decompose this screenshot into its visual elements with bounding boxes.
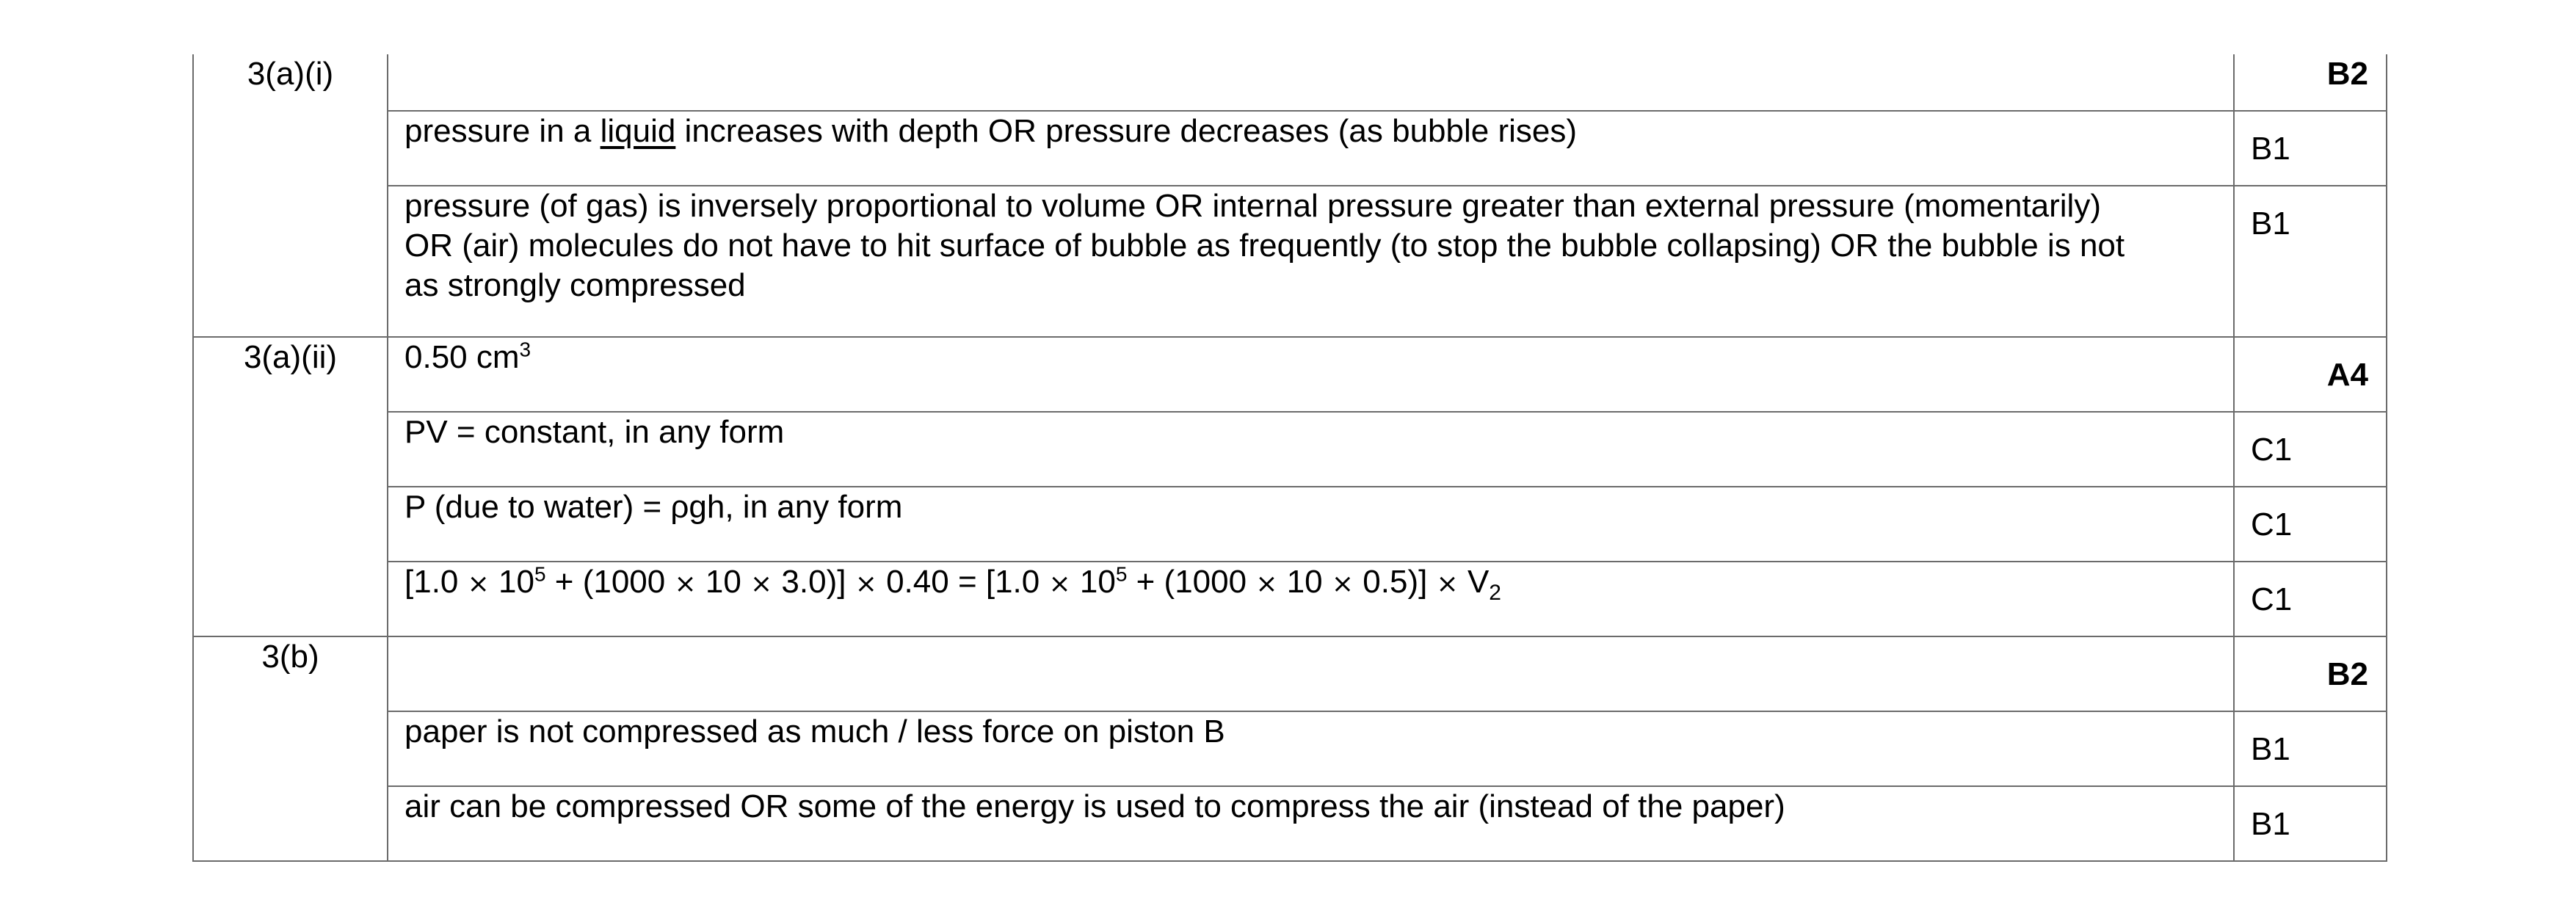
superscript: 5	[534, 562, 546, 586]
mark-cell: C1	[2234, 487, 2387, 562]
mark-cell: B2	[2234, 636, 2387, 711]
mark-cell: B1	[2234, 111, 2387, 186]
answer-cell: air can be compressed OR some of the energy is used to compress the air (instead of the paper)	[388, 786, 2234, 861]
times-symbol: ×	[1331, 569, 1354, 599]
question-number-cell	[193, 54, 388, 337]
superscript: 3	[519, 338, 531, 361]
answer-cell	[388, 111, 2234, 186]
answer-text: 0.50 cm	[404, 339, 520, 375]
table-row	[193, 636, 2387, 711]
times-symbol: ×	[1255, 569, 1278, 599]
mark-cell: B2	[2234, 54, 2387, 111]
answer-text: increases with depth OR pressure decreases (as bubble rises)	[675, 113, 1578, 149]
times-symbol: ×	[855, 569, 877, 599]
times-symbol: ×	[674, 569, 697, 599]
table-row	[193, 186, 2387, 337]
answer-cell: P (due to water) = ρgh, in any form	[388, 487, 2234, 562]
eq-text: 0.5)]	[1354, 564, 1437, 600]
eq-text: + (1000	[545, 564, 675, 600]
question-number: 3(a)(ii)	[243, 339, 338, 375]
mark-cell: A4	[2234, 337, 2387, 412]
answer-cell	[388, 54, 2234, 111]
table-row	[193, 111, 2387, 186]
mark-scheme-table	[192, 54, 2387, 862]
answer-cell	[388, 636, 2234, 711]
table-row	[193, 54, 2387, 111]
answer-line: OR (air) molecules do not have to hit surface of bubble as frequently (to stop the bubble collapsing) OR the bubble is not	[404, 228, 2125, 264]
answer-cell: PV = constant, in any form	[388, 412, 2234, 487]
table-row	[193, 412, 2387, 487]
underlined-word: liquid	[600, 113, 676, 149]
mark-cell: B1	[2234, 711, 2387, 786]
eq-text: 10	[1070, 564, 1116, 600]
mark-cell: B1	[2234, 186, 2387, 337]
times-symbol: ×	[1048, 569, 1071, 599]
table-row	[193, 337, 2387, 412]
table-row	[193, 562, 2387, 636]
eq-text: 10	[489, 564, 534, 600]
answer-line: pressure (of gas) is inversely proportional to volume OR internal pressure greater than external pressure (momentarily)	[404, 188, 2101, 224]
times-symbol: ×	[750, 569, 773, 599]
answer-line: as strongly compressed	[404, 267, 746, 303]
eq-text: [1.0	[404, 564, 468, 600]
answer-cell	[388, 337, 2234, 412]
times-symbol: ×	[1436, 569, 1459, 599]
table-row	[193, 711, 2387, 786]
answer-cell: paper is not compressed as much / less force on piston B	[388, 711, 2234, 786]
superscript: 5	[1115, 562, 1128, 586]
eq-text: V	[1458, 564, 1490, 600]
times-symbol: ×	[467, 569, 490, 599]
eq-text: 3.0)]	[772, 564, 855, 600]
equation-cell	[388, 562, 2234, 636]
eq-text: + (1000	[1127, 564, 1256, 600]
answer-cell	[388, 186, 2234, 337]
table-row	[193, 786, 2387, 861]
question-number: 3(b)	[261, 639, 319, 675]
mark-cell: C1	[2234, 562, 2387, 636]
eq-text: 0.40 = [1.0	[877, 564, 1049, 600]
question-number-cell	[193, 636, 388, 861]
mark-cell: C1	[2234, 412, 2387, 487]
question-number: 3(a)(i)	[247, 56, 334, 92]
question-number-cell	[193, 337, 388, 636]
mark-cell: B1	[2234, 786, 2387, 861]
subscript: 2	[1489, 580, 1501, 605]
eq-text: 10	[1277, 564, 1332, 600]
eq-text: 10	[696, 564, 751, 600]
table-row	[193, 487, 2387, 562]
answer-text: pressure in a	[404, 113, 601, 149]
